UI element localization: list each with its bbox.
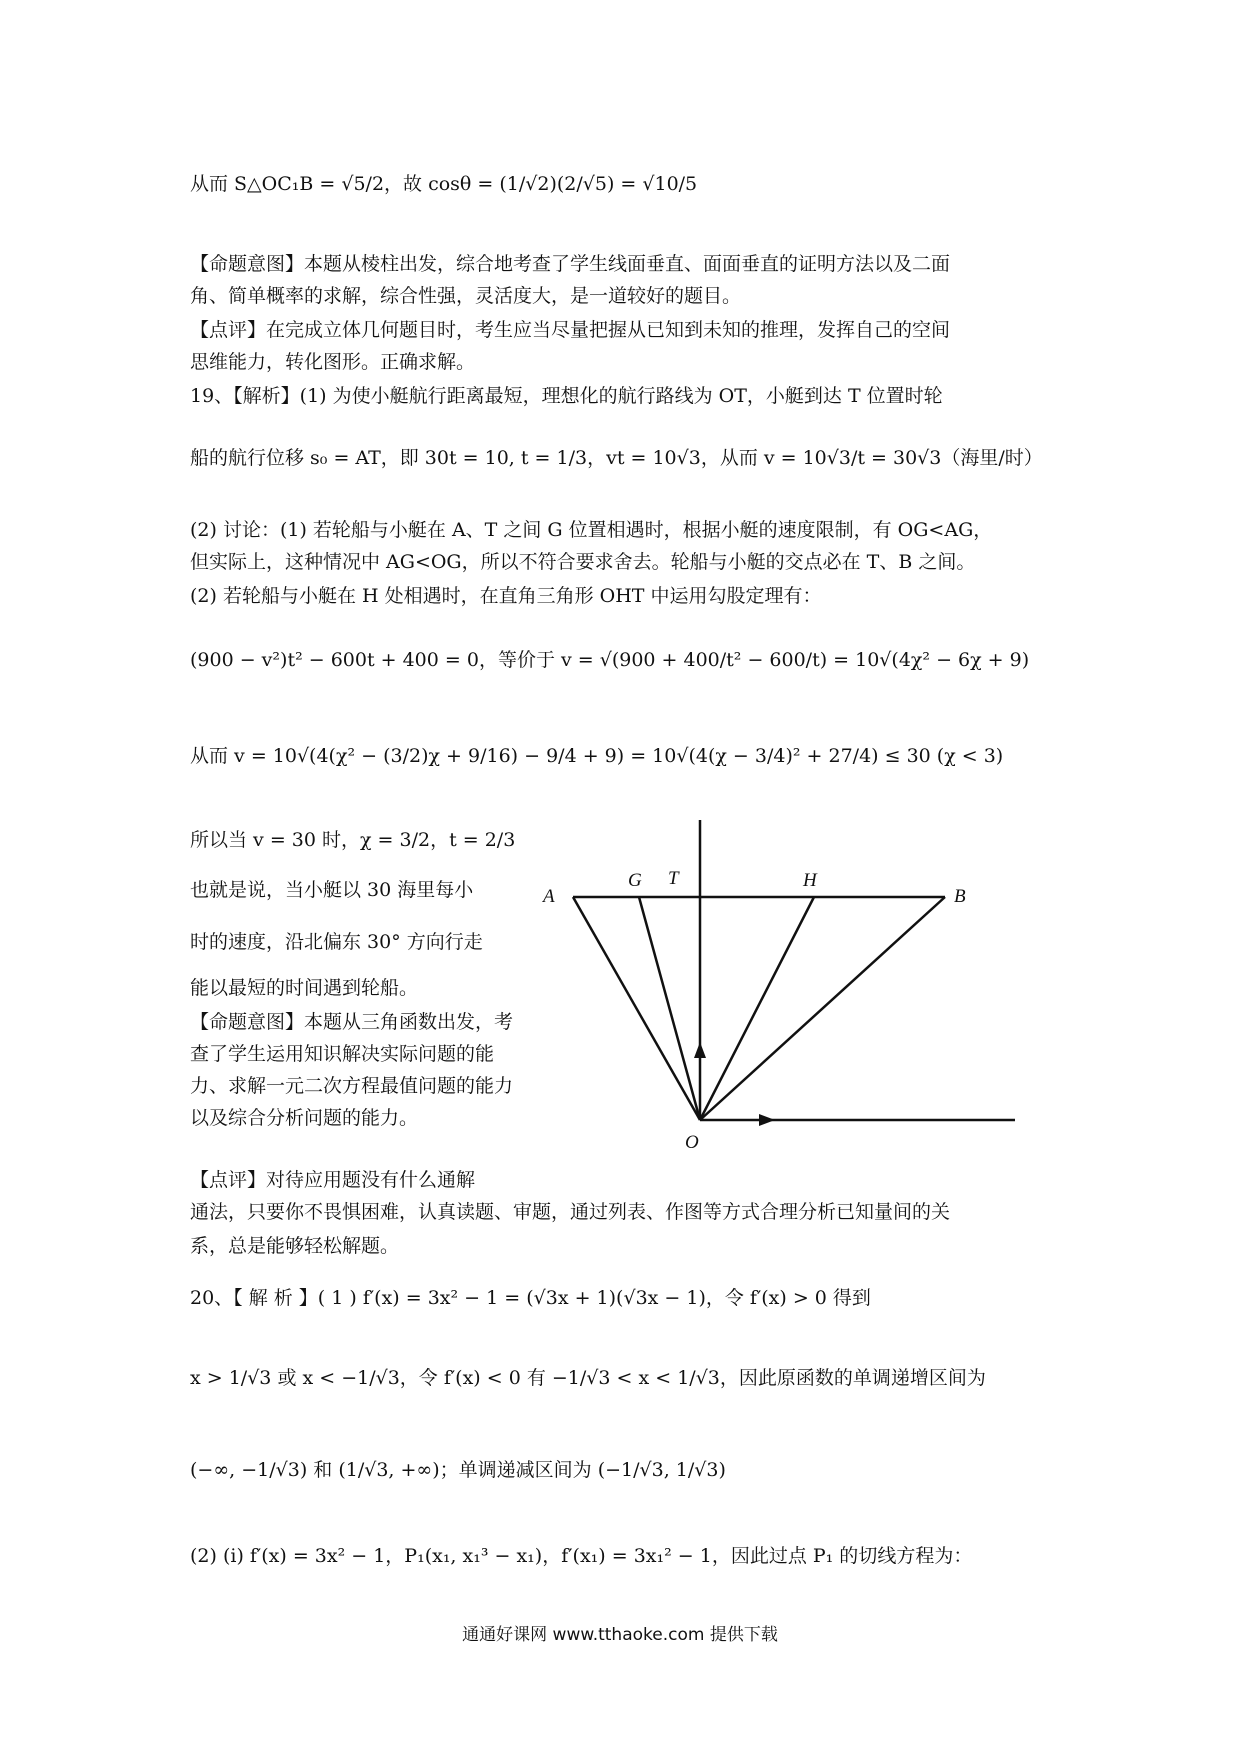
segment-OB: [700, 897, 945, 1120]
text-line: 但实际上，这种情况中 AG<OG，所以不符合要求舍去。轮船与小艇的交点必在 T、B 之间。: [190, 551, 976, 573]
text-line: (2) 若轮船与小艇在 H 处相遇时，在直角三角形 OHT 中运用勾股定理有：: [190, 585, 822, 607]
text-line: 思维能力，转化图形。正确求解。: [190, 351, 476, 373]
text-line: (−∞, −1/√3) 和 (1/√3, +∞)；单调递减区间为 (−1/√3, 1/√3): [190, 1459, 726, 1481]
text-line: 所以当 v = 30 时，χ = 3/2，t = 2/3: [190, 829, 516, 851]
text-line: 也就是说，当小艇以 30 海里每小: [190, 879, 474, 901]
text-line: 通法，只要你不畏惧困难，认真读题、审题，通过列表、作图等方式合理分析已知量间的关: [190, 1201, 951, 1223]
segment-OA: [573, 897, 700, 1120]
text-line: x > 1/√3 或 x < −1/√3，令 f′(x) < 0 有 −1/√3 < x < 1/√3，因此原函数的单调递增区间为: [190, 1367, 986, 1389]
text-line: 角、简单概率的求解，综合性强，灵活度大，是一道较好的题目。: [190, 285, 742, 307]
page-footer: 通通好课网 www.tthaoke.com 提供下载: [462, 1625, 778, 1645]
text-block: 【命题意图】本题从三角函数出发，考查了学生运用知识解决实际问题的能力、求解一元二次方程最值问题的能力以及综合分析问题的能力。: [190, 1011, 514, 1129]
label-T: T: [668, 868, 679, 889]
text-line: (900 − v²)t² − 600t + 400 = 0，等价于 v = √(900 + 400/t² − 600/t) = 10√(4χ² − 6χ + 9): [190, 649, 1030, 671]
text-line: 船的航行位移 s₀ = AT，即 30t = 10, t = 1/3，vt = 10√3，从而 v = 10√3/t = 30√3（海里/时）: [190, 447, 1043, 469]
text-line: 19、【解析】(1) 为使小艇航行距离最短，理想化的航行路线为 OT，小艇到达 T 位置时轮: [190, 385, 943, 407]
label-O: O: [685, 1132, 699, 1150]
label-B: B: [954, 886, 966, 907]
text-line: (2) 讨论：(1) 若轮船与小艇在 A、T 之间 G 位置相遇时，根据小艇的速度限制，有 OG<AG，: [190, 519, 993, 541]
segment-OH: [700, 897, 814, 1120]
label-G: G: [628, 870, 642, 891]
text-line: (2) (i) f′(x) = 3x² − 1，P₁(x₁, x₁³ − x₁)，f′(x₁) = 3x₁² − 1，因此过点 P₁ 的切线方程为：: [190, 1545, 973, 1567]
segment-OG: [639, 897, 700, 1120]
text-line: 【命题意图】本题从棱柱出发，综合地考查了学生线面垂直、面面垂直的证明方法以及二面: [190, 253, 951, 275]
text-line: 20、【 解 析 】( 1 ) f′(x) = 3x² − 1 = (√3x + 1)(√3x − 1)，令 f′(x) > 0 得到: [190, 1287, 871, 1309]
text-line: 系，总是能够轻松解题。: [190, 1235, 400, 1257]
north-arrow-icon: [694, 1042, 706, 1058]
label-A: A: [543, 886, 555, 907]
geometry-figure: [535, 820, 1035, 1150]
text-line: 【点评】在完成立体几何题目时，考生应当尽量把握从已知到未知的推理，发挥自己的空间: [190, 319, 951, 341]
text-line: 从而 v = 10√(4(χ² − (3/2)χ + 9/16) − 9/4 + 9) = 10√(4(χ − 3/4)² + 27/4) ≤ 30 (χ < 3): [190, 745, 1004, 767]
label-H: H: [803, 870, 817, 891]
text-line: 【点评】对待应用题没有什么通解: [190, 1169, 476, 1191]
text-line: 时的速度，沿北偏东 30° 方向行走: [190, 931, 483, 953]
text-line: 能以最短的时间遇到轮船。: [190, 977, 419, 999]
east-arrow-icon: [759, 1114, 775, 1126]
text-line: 从而 S△OC₁B = √5/2，故 cosθ = (1/√2)(2/√5) = √10/5: [190, 173, 698, 195]
